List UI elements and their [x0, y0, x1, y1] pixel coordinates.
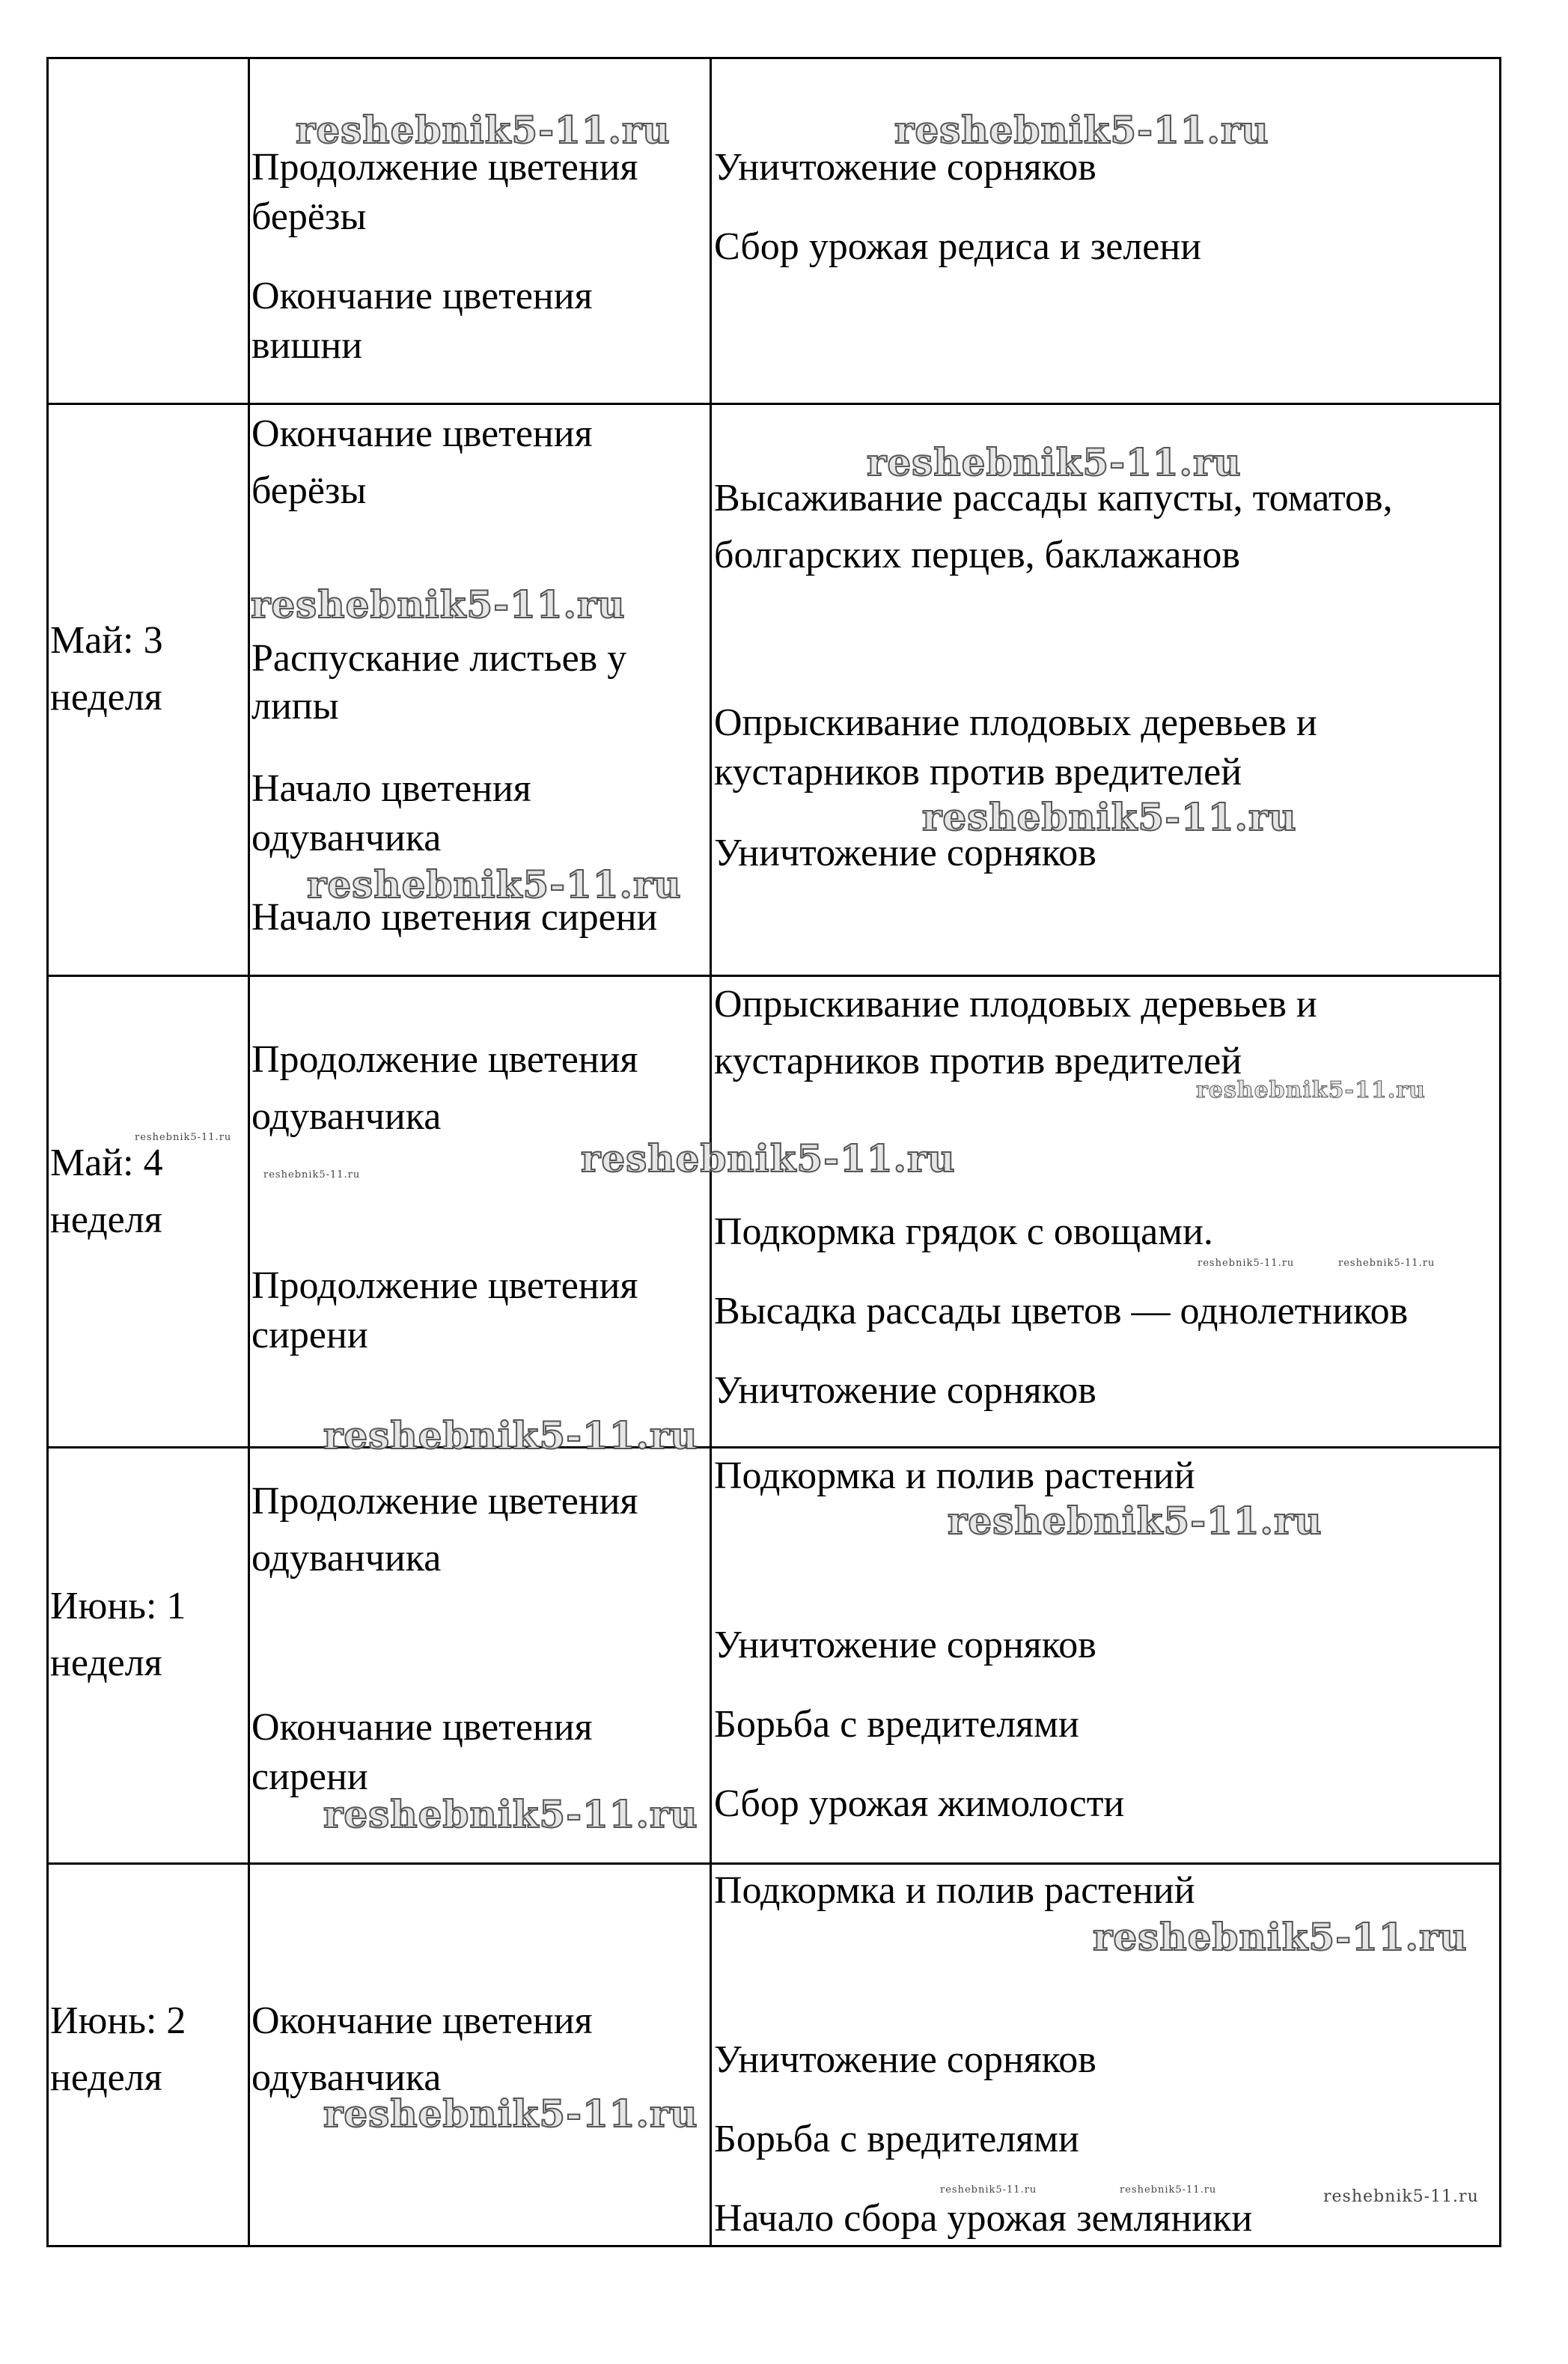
- watermark: reshebnik5-11.ru: [307, 862, 682, 907]
- watermark: reshebnik5-11.ru: [323, 2092, 698, 2136]
- watermark: reshebnik5-11.ru: [867, 440, 1242, 484]
- garden-work-text: Уничтожение сорняков: [714, 832, 1096, 874]
- row-divider: [46, 1862, 1501, 1865]
- row-divider: [46, 403, 1501, 405]
- garden-work-text: Уничтожение сорняков: [714, 2038, 1096, 2081]
- garden-work-text: Опрыскивание плодовых деревьев и: [714, 701, 1317, 744]
- phenology-text: Продолжение цветения: [251, 1038, 638, 1081]
- watermark: reshebnik5-11.ru: [581, 1136, 956, 1181]
- watermark: reshebnik5-11.ru: [1323, 2187, 1479, 2206]
- watermark: reshebnik5-11.ru: [922, 795, 1297, 839]
- table-border-right: [1499, 57, 1501, 2247]
- garden-work-text: кустарников против вредителей: [714, 1040, 1242, 1082]
- garden-work-text: Подкормка и полив растений: [714, 1869, 1195, 1912]
- week-label: Май: 4: [50, 1142, 163, 1184]
- phenology-text: Продолжение цветения: [251, 1264, 638, 1307]
- watermark: reshebnik5-11.ru: [263, 1169, 361, 1181]
- watermark: reshebnik5-11.ru: [135, 1132, 232, 1143]
- phenology-text: одуванчика: [251, 1537, 442, 1579]
- watermark: reshebnik5-11.ru: [1198, 1258, 1295, 1269]
- garden-work-text: кустарников против вредителей: [714, 751, 1242, 793]
- row-divider: [46, 1446, 1501, 1448]
- table-border-bottom: [46, 2245, 1501, 2247]
- watermark: reshebnik5-11.ru: [940, 2184, 1037, 2196]
- phenology-text: Окончание цветения: [251, 1999, 593, 2042]
- watermark: reshebnik5-11.ru: [323, 1413, 698, 1457]
- garden-work-text: Начало сбора урожая земляники: [714, 2197, 1253, 2240]
- week-label: неделя: [50, 676, 162, 719]
- week-label: Июнь: 1: [50, 1585, 186, 1627]
- phenology-text: Начало цветения сирени: [251, 896, 658, 939]
- phenology-text: сирени: [251, 1314, 368, 1356]
- phenology-text: берёзы: [251, 195, 367, 238]
- phenology-text: Продолжение цветения: [251, 146, 638, 189]
- watermark: reshebnik5-11.ru: [1093, 1915, 1468, 1959]
- watermark: reshebnik5-11.ru: [1196, 1077, 1426, 1103]
- garden-work-text: Уничтожение сорняков: [714, 1369, 1096, 1412]
- garden-work-text: Подкормка и полив растений: [714, 1454, 1195, 1497]
- phenology-text: липы: [251, 685, 339, 728]
- table-border-top: [46, 57, 1501, 59]
- garden-work-text: Борьба с вредителями: [714, 1703, 1079, 1746]
- garden-work-text: Высадка рассады цветов — однолетников: [714, 1290, 1409, 1332]
- phenology-text: Продолжение цветения: [251, 1480, 638, 1523]
- garden-work-text: Опрыскивание плодовых деревьев и: [714, 983, 1317, 1026]
- garden-work-text: Сбор урожая жимолости: [714, 1782, 1125, 1825]
- phenology-text: одуванчика: [251, 817, 442, 859]
- garden-work-text: Борьба с вредителями: [714, 2118, 1079, 2160]
- phenology-text: Окончание цветения: [251, 412, 593, 455]
- watermark: reshebnik5-11.ru: [296, 108, 671, 152]
- phenology-text: одуванчика: [251, 2056, 442, 2099]
- garden-work-text: болгарских перцев, баклажанов: [714, 534, 1240, 576]
- watermark: reshebnik5-11.ru: [323, 1792, 698, 1836]
- watermark: reshebnik5-11.ru: [948, 1499, 1323, 1543]
- phenology-text: Распускание листьев у: [251, 637, 627, 680]
- garden-work-text: Подкормка грядок с овощами.: [714, 1210, 1213, 1253]
- watermark: reshebnik5-11.ru: [251, 582, 626, 627]
- week-label: неделя: [50, 1642, 162, 1684]
- phenology-text: вишни: [251, 324, 363, 367]
- phenology-text: Окончание цветения: [251, 1706, 593, 1749]
- watermark: reshebnik5-11.ru: [894, 108, 1269, 152]
- garden-work-text: Уничтожение сорняков: [714, 1624, 1096, 1666]
- watermark: reshebnik5-11.ru: [1120, 2184, 1217, 2196]
- week-label: неделя: [50, 2056, 162, 2099]
- phenology-text: Окончание цветения: [251, 275, 593, 317]
- phenology-text: одуванчика: [251, 1095, 442, 1138]
- phenology-text: берёзы: [251, 469, 367, 512]
- garden-work-text: Сбор урожая редиса и зелени: [714, 225, 1202, 268]
- table-border-left: [46, 57, 49, 2247]
- week-label: Июнь: 2: [50, 1999, 186, 2042]
- table-divider-col1: [248, 57, 250, 2247]
- phenology-text: сирени: [251, 1755, 368, 1798]
- phenology-text: Начало цветения: [251, 767, 531, 810]
- week-label: неделя: [50, 1198, 162, 1241]
- watermark: reshebnik5-11.ru: [1338, 1258, 1436, 1269]
- garden-work-text: Уничтожение сорняков: [714, 146, 1096, 189]
- row-divider: [46, 975, 1501, 977]
- garden-work-text: Высаживание рассады капусты, томатов,: [714, 477, 1393, 520]
- week-label: Май: 3: [50, 619, 163, 662]
